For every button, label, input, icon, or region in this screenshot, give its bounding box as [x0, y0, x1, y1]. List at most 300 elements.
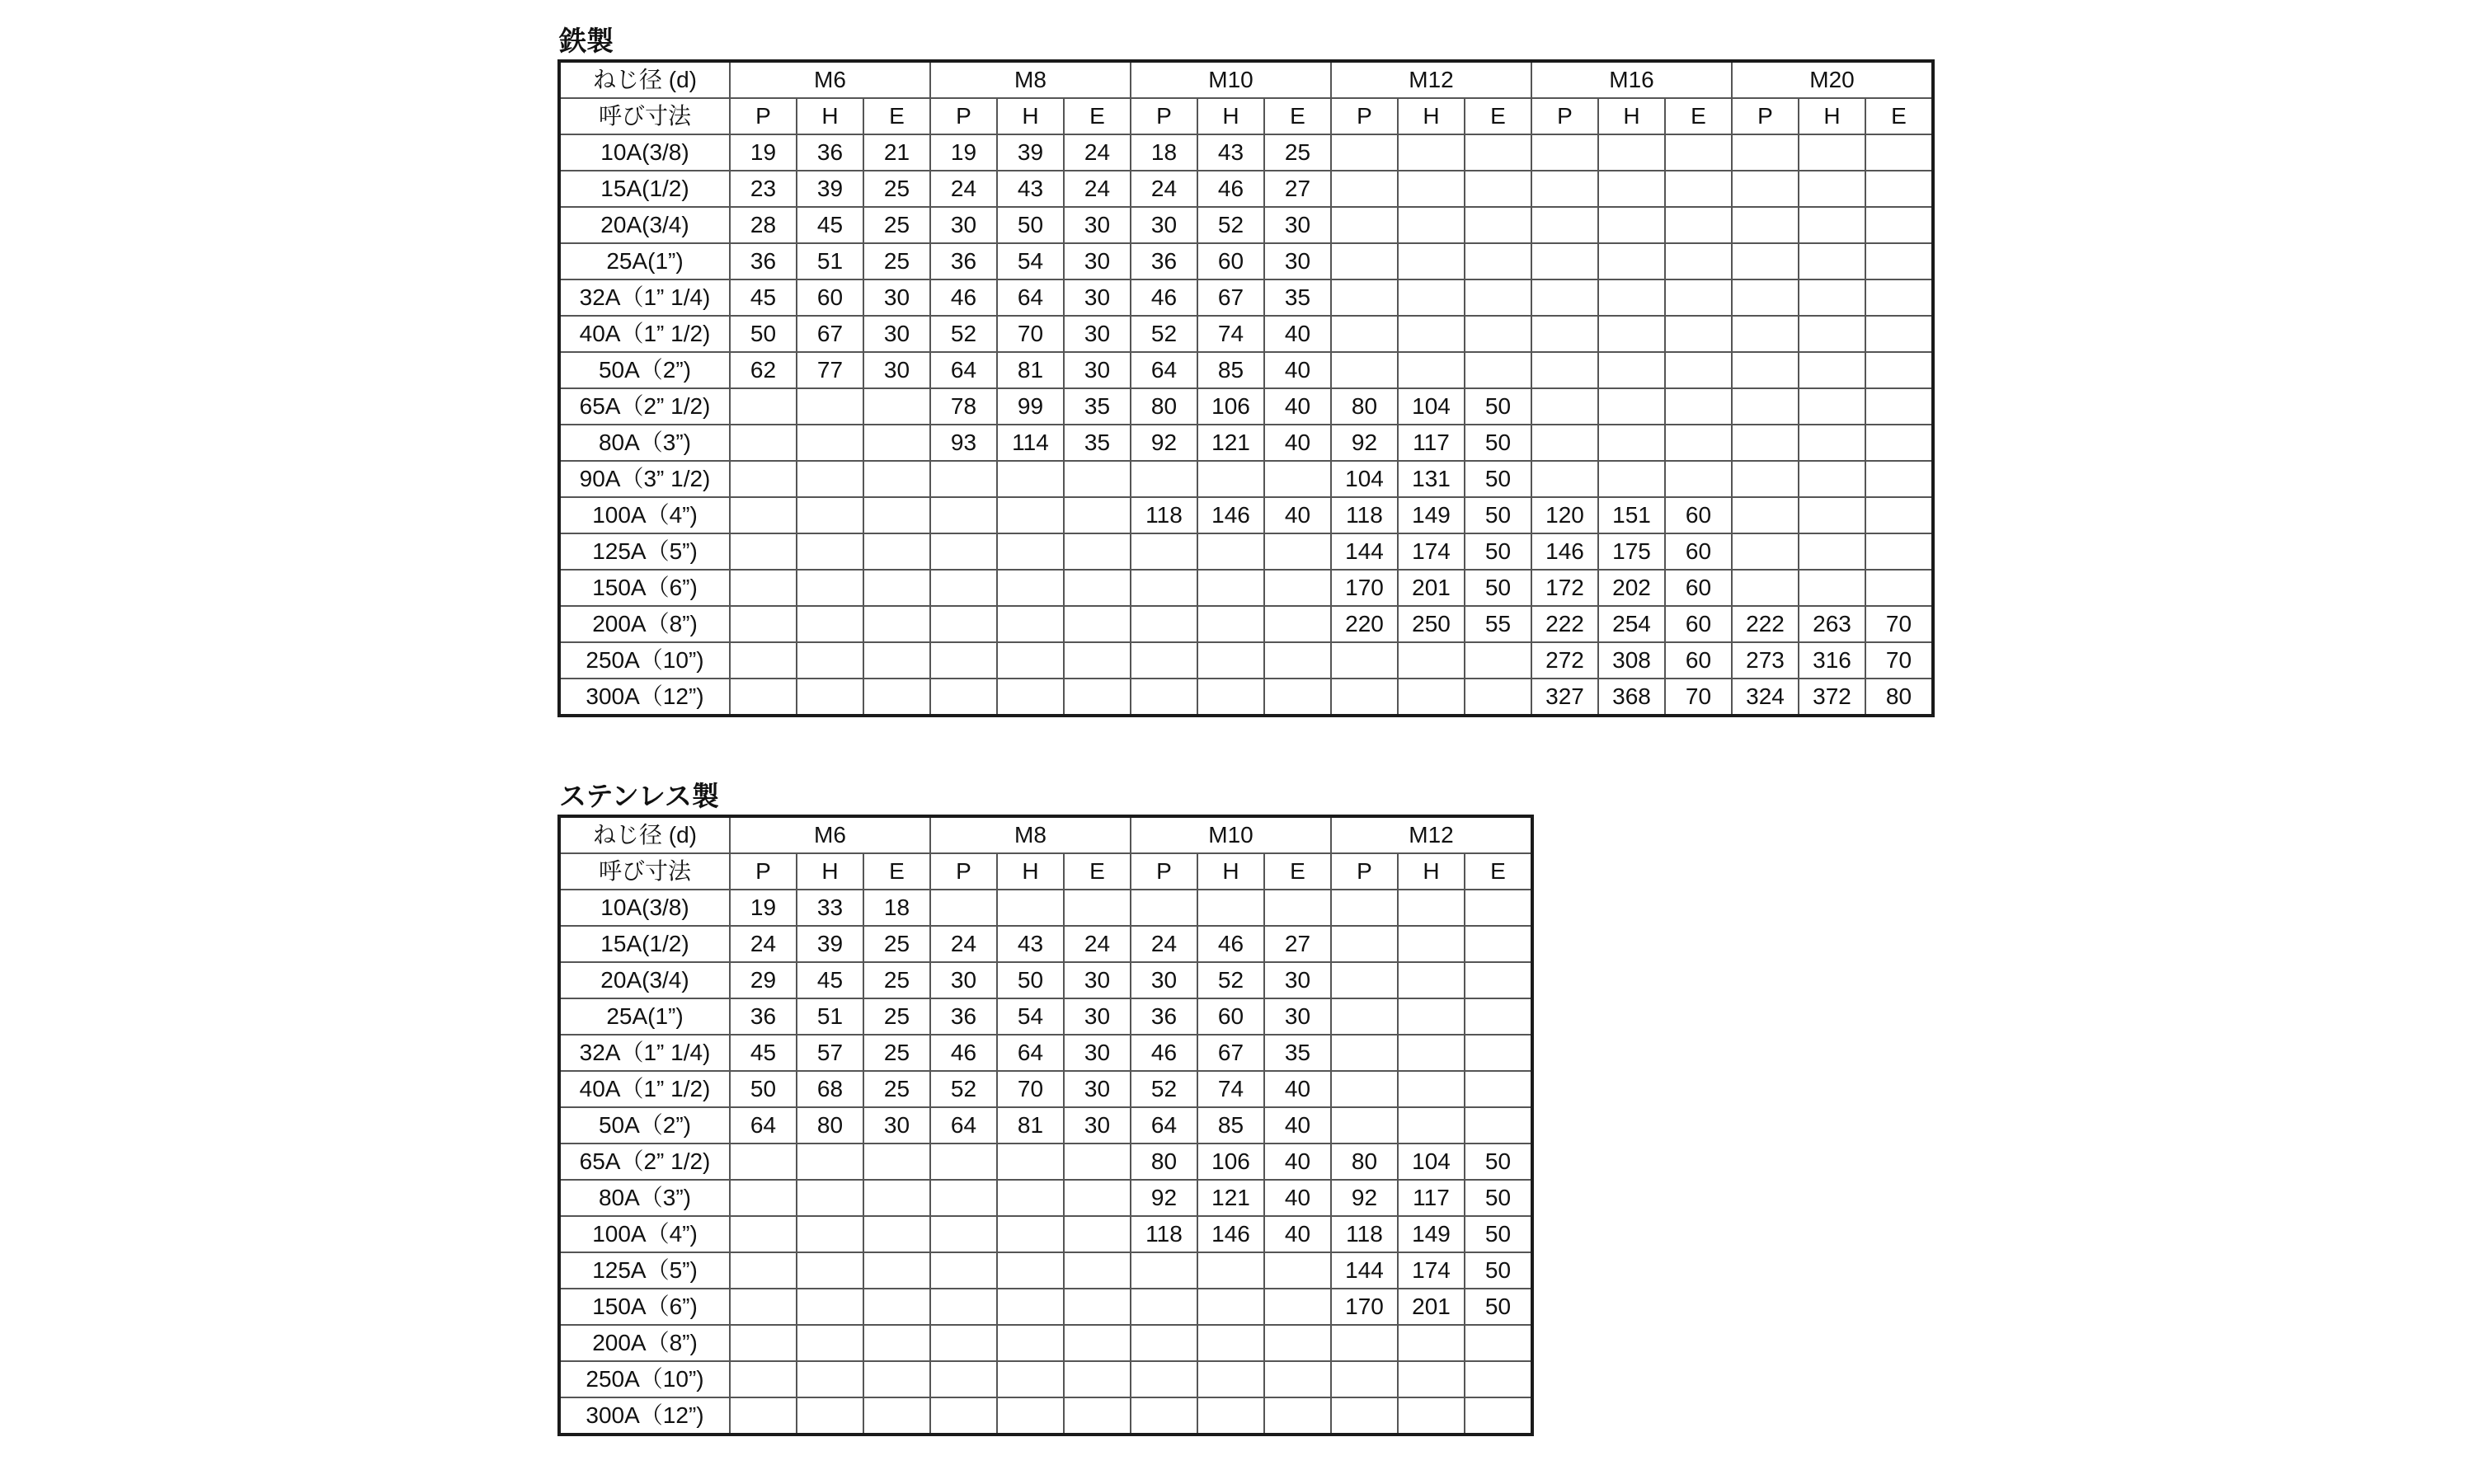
value-cell: 144 — [1331, 533, 1398, 570]
value-cell: 51 — [797, 243, 863, 279]
value-cell: 60 — [1665, 497, 1732, 533]
value-cell: 40 — [1264, 425, 1331, 461]
nominal-size-cell: 90A（3” 1/2) — [559, 461, 730, 497]
value-cell: 92 — [1131, 425, 1197, 461]
value-cell — [1598, 352, 1665, 388]
value-cell — [930, 679, 997, 716]
value-cell — [997, 890, 1064, 926]
value-cell — [863, 606, 930, 642]
value-cell — [1732, 134, 1799, 171]
value-cell — [1732, 171, 1799, 207]
value-cell — [1799, 497, 1865, 533]
value-cell — [1264, 1325, 1331, 1361]
value-cell — [1665, 352, 1732, 388]
value-cell: 81 — [997, 352, 1064, 388]
value-cell: 80 — [1131, 388, 1197, 425]
value-cell — [1865, 316, 1933, 352]
value-cell: 36 — [1131, 998, 1197, 1035]
table-row — [559, 243, 1933, 279]
value-cell: 272 — [1531, 642, 1598, 679]
value-cell — [1598, 388, 1665, 425]
value-cell: 67 — [797, 316, 863, 352]
value-cell — [1398, 1071, 1465, 1107]
nominal-size-cell: 25A(1”) — [559, 243, 730, 279]
value-cell — [930, 606, 997, 642]
header-row-thread — [559, 816, 1532, 853]
thread-group-header: M12 — [1331, 61, 1531, 98]
table-row — [559, 388, 1933, 425]
value-cell — [1197, 1325, 1264, 1361]
value-cell — [797, 533, 863, 570]
nominal-size-cell: 80A（3”) — [559, 1180, 730, 1216]
table-row — [559, 171, 1933, 207]
nominal-size-cell: 50A（2”) — [559, 352, 730, 388]
dimension-header: P — [930, 853, 997, 890]
value-cell — [1732, 497, 1799, 533]
value-cell: 74 — [1197, 1071, 1264, 1107]
value-cell — [797, 1289, 863, 1325]
value-cell — [1398, 134, 1465, 171]
value-cell: 25 — [863, 926, 930, 962]
value-cell — [1465, 1325, 1532, 1361]
value-cell — [1398, 243, 1465, 279]
value-cell: 50 — [1465, 1216, 1532, 1252]
table-row — [559, 962, 1532, 998]
value-cell: 222 — [1732, 606, 1799, 642]
value-cell — [1264, 1289, 1331, 1325]
value-cell: 64 — [997, 1035, 1064, 1071]
nominal-size-cell: 150A（6”) — [559, 570, 730, 606]
value-cell — [1264, 679, 1331, 716]
value-cell — [1799, 171, 1865, 207]
table-row — [559, 134, 1933, 171]
value-cell: 106 — [1197, 388, 1264, 425]
value-cell — [997, 1289, 1064, 1325]
value-cell — [1465, 962, 1532, 998]
value-cell — [1064, 1325, 1131, 1361]
value-cell: 170 — [1331, 570, 1398, 606]
value-cell: 54 — [997, 243, 1064, 279]
value-cell — [1197, 1397, 1264, 1435]
value-cell — [1598, 316, 1665, 352]
dimension-header: E — [1064, 853, 1131, 890]
value-cell — [1865, 425, 1933, 461]
value-cell — [1398, 171, 1465, 207]
dimension-header: H — [797, 98, 863, 134]
value-cell: 30 — [1064, 962, 1131, 998]
dimension-header: H — [1398, 98, 1465, 134]
value-cell: 50 — [1465, 1144, 1532, 1180]
value-cell — [1865, 134, 1933, 171]
table-row — [559, 890, 1532, 926]
nominal-size-cell: 40A（1” 1/2) — [559, 316, 730, 352]
value-cell: 40 — [1264, 1107, 1331, 1144]
value-cell: 35 — [1064, 388, 1131, 425]
value-cell: 149 — [1398, 497, 1465, 533]
value-cell: 60 — [1665, 606, 1732, 642]
value-cell: 39 — [997, 134, 1064, 171]
value-cell — [730, 1325, 797, 1361]
value-cell — [1732, 352, 1799, 388]
value-cell — [1732, 279, 1799, 316]
value-cell — [930, 1216, 997, 1252]
value-cell: 85 — [1197, 352, 1264, 388]
value-cell — [1865, 461, 1933, 497]
value-cell: 64 — [930, 1107, 997, 1144]
dimension-header: P — [1131, 98, 1197, 134]
value-cell — [730, 1361, 797, 1397]
value-cell — [863, 679, 930, 716]
value-cell — [997, 570, 1064, 606]
nominal-size-cell: 250A（10”) — [559, 642, 730, 679]
value-cell: 250 — [1398, 606, 1465, 642]
table-row — [559, 316, 1933, 352]
value-cell — [1197, 461, 1264, 497]
value-cell — [1398, 1325, 1465, 1361]
thread-group-header: M10 — [1131, 816, 1331, 853]
value-cell: 77 — [797, 352, 863, 388]
value-cell — [1865, 171, 1933, 207]
value-cell — [863, 1397, 930, 1435]
value-cell: 324 — [1732, 679, 1799, 716]
value-cell: 92 — [1331, 1180, 1398, 1216]
value-cell — [1465, 642, 1531, 679]
table-row — [559, 1035, 1532, 1071]
value-cell: 52 — [1197, 207, 1264, 243]
value-cell — [1531, 388, 1598, 425]
table-row — [559, 1107, 1532, 1144]
value-cell: 30 — [1131, 207, 1197, 243]
value-cell: 25 — [863, 1071, 930, 1107]
nominal-size-cell: 15A(1/2) — [559, 171, 730, 207]
value-cell: 25 — [863, 243, 930, 279]
value-cell — [797, 497, 863, 533]
nominal-size-cell: 65A（2” 1/2) — [559, 388, 730, 425]
value-cell: 36 — [730, 243, 797, 279]
value-cell — [863, 461, 930, 497]
value-cell: 149 — [1398, 1216, 1465, 1252]
value-cell: 24 — [1131, 926, 1197, 962]
value-cell — [1331, 962, 1398, 998]
value-cell: 99 — [997, 388, 1064, 425]
value-cell: 70 — [997, 1071, 1064, 1107]
value-cell — [1398, 1107, 1465, 1144]
value-cell — [863, 1289, 930, 1325]
value-cell: 131 — [1398, 461, 1465, 497]
value-cell — [1465, 171, 1531, 207]
value-cell — [730, 1144, 797, 1180]
dimension-header: H — [1197, 98, 1264, 134]
value-cell — [1398, 207, 1465, 243]
iron-spec-table — [557, 59, 1935, 717]
value-cell — [1398, 998, 1465, 1035]
nominal-size-cell: 40A（1” 1/2) — [559, 1071, 730, 1107]
table-row — [559, 497, 1933, 533]
value-cell — [1398, 642, 1465, 679]
value-cell: 50 — [1465, 461, 1531, 497]
table-row — [559, 207, 1933, 243]
value-cell: 70 — [1865, 642, 1933, 679]
value-cell: 40 — [1264, 1071, 1331, 1107]
value-cell — [930, 1361, 997, 1397]
nominal-size-cell: 10A(3/8) — [559, 890, 730, 926]
value-cell — [1131, 1361, 1197, 1397]
value-cell: 54 — [997, 998, 1064, 1035]
value-cell: 50 — [1465, 1252, 1532, 1289]
value-cell: 74 — [1197, 316, 1264, 352]
value-cell: 30 — [930, 207, 997, 243]
value-cell: 43 — [997, 171, 1064, 207]
value-cell — [1665, 207, 1732, 243]
value-cell — [1331, 1397, 1398, 1435]
stainless-spec-section — [557, 778, 1534, 1436]
value-cell: 30 — [1264, 962, 1331, 998]
value-cell: 35 — [1264, 279, 1331, 316]
value-cell: 28 — [730, 207, 797, 243]
value-cell — [1465, 243, 1531, 279]
value-cell — [1665, 171, 1732, 207]
dimension-header: P — [1331, 98, 1398, 134]
value-cell: 121 — [1197, 1180, 1264, 1216]
nominal-size-cell: 25A(1”) — [559, 998, 730, 1035]
value-cell — [930, 461, 997, 497]
value-cell — [1531, 171, 1598, 207]
table-row — [559, 1361, 1532, 1397]
value-cell — [1865, 388, 1933, 425]
value-cell: 121 — [1197, 425, 1264, 461]
value-cell: 118 — [1331, 497, 1398, 533]
value-cell: 30 — [863, 279, 930, 316]
value-cell: 220 — [1331, 606, 1398, 642]
value-cell — [1264, 1361, 1331, 1397]
value-cell — [1264, 1252, 1331, 1289]
value-cell: 36 — [930, 998, 997, 1035]
dimension-header: E — [1665, 98, 1732, 134]
table-row — [559, 1144, 1532, 1180]
thread-group-header: M8 — [930, 816, 1131, 853]
value-cell: 114 — [997, 425, 1064, 461]
value-cell: 50 — [1465, 497, 1531, 533]
value-cell — [797, 570, 863, 606]
value-cell — [930, 497, 997, 533]
value-cell — [797, 1361, 863, 1397]
value-cell: 30 — [1064, 998, 1131, 1035]
value-cell — [1064, 497, 1131, 533]
value-cell: 64 — [1131, 1107, 1197, 1144]
value-cell — [997, 1180, 1064, 1216]
value-cell — [1465, 1397, 1532, 1435]
value-cell — [1531, 134, 1598, 171]
table-row — [559, 352, 1933, 388]
value-cell — [997, 1144, 1064, 1180]
value-cell: 175 — [1598, 533, 1665, 570]
value-cell — [797, 1144, 863, 1180]
value-cell: 117 — [1398, 1180, 1465, 1216]
value-cell: 52 — [930, 316, 997, 352]
value-cell: 202 — [1598, 570, 1665, 606]
value-cell — [730, 461, 797, 497]
value-cell: 25 — [1264, 134, 1331, 171]
nominal-size-cell: 200A（8”) — [559, 1325, 730, 1361]
value-cell: 67 — [1197, 1035, 1264, 1071]
table-row — [559, 679, 1933, 716]
value-cell — [797, 461, 863, 497]
value-cell: 30 — [1064, 207, 1131, 243]
value-cell: 40 — [1264, 497, 1331, 533]
value-cell — [863, 1325, 930, 1361]
corner-thread-label: ねじ径 (d) — [559, 816, 730, 853]
value-cell — [1598, 279, 1665, 316]
value-cell — [1531, 207, 1598, 243]
value-cell: 174 — [1398, 533, 1465, 570]
value-cell — [730, 533, 797, 570]
value-cell: 52 — [1197, 962, 1264, 998]
value-cell: 45 — [797, 207, 863, 243]
value-cell — [1732, 570, 1799, 606]
value-cell: 201 — [1398, 570, 1465, 606]
value-cell — [1465, 679, 1531, 716]
value-cell: 118 — [1131, 1216, 1197, 1252]
value-cell — [1398, 316, 1465, 352]
dimension-header: P — [1331, 853, 1398, 890]
value-cell — [1331, 134, 1398, 171]
value-cell — [797, 606, 863, 642]
value-cell — [1598, 134, 1665, 171]
value-cell — [1131, 1325, 1197, 1361]
value-cell: 36 — [1131, 243, 1197, 279]
value-cell — [730, 570, 797, 606]
value-cell: 39 — [797, 171, 863, 207]
value-cell: 308 — [1598, 642, 1665, 679]
value-cell: 60 — [1197, 243, 1264, 279]
value-cell: 170 — [1331, 1289, 1398, 1325]
value-cell — [1131, 890, 1197, 926]
value-cell — [1131, 642, 1197, 679]
value-cell — [1064, 1180, 1131, 1216]
value-cell: 104 — [1398, 388, 1465, 425]
dimension-header: H — [1799, 98, 1865, 134]
value-cell: 19 — [730, 890, 797, 926]
value-cell — [1865, 570, 1933, 606]
value-cell: 30 — [1131, 962, 1197, 998]
value-cell — [1197, 606, 1264, 642]
dimension-header: P — [930, 98, 997, 134]
table-row — [559, 279, 1933, 316]
value-cell — [1598, 207, 1665, 243]
value-cell — [730, 1252, 797, 1289]
iron-spec-section — [557, 23, 1935, 717]
value-cell: 19 — [730, 134, 797, 171]
value-cell: 64 — [997, 279, 1064, 316]
value-cell: 60 — [1197, 998, 1264, 1035]
section-title-iron: 鉄製 — [559, 26, 614, 56]
value-cell: 21 — [863, 134, 930, 171]
value-cell — [1131, 1397, 1197, 1435]
dimension-header: P — [1131, 853, 1197, 890]
value-cell — [1197, 642, 1264, 679]
value-cell: 57 — [797, 1035, 863, 1071]
value-cell — [730, 606, 797, 642]
value-cell — [1465, 134, 1531, 171]
value-cell — [1131, 1289, 1197, 1325]
value-cell — [797, 1397, 863, 1435]
value-cell — [1264, 533, 1331, 570]
value-cell: 23 — [730, 171, 797, 207]
value-cell: 24 — [1064, 926, 1131, 962]
value-cell — [1865, 352, 1933, 388]
value-cell — [1264, 642, 1331, 679]
value-cell — [863, 1144, 930, 1180]
value-cell — [930, 1144, 997, 1180]
value-cell: 144 — [1331, 1252, 1398, 1289]
dimension-header: E — [1865, 98, 1933, 134]
value-cell: 106 — [1197, 1144, 1264, 1180]
value-cell: 55 — [1465, 606, 1531, 642]
dimension-header: E — [863, 98, 930, 134]
value-cell — [1398, 1035, 1465, 1071]
value-cell: 24 — [930, 926, 997, 962]
value-cell — [997, 606, 1064, 642]
value-cell: 24 — [1064, 134, 1131, 171]
value-cell: 24 — [930, 171, 997, 207]
value-cell: 50 — [1465, 570, 1531, 606]
nominal-size-cell: 10A(3/8) — [559, 134, 730, 171]
value-cell — [1732, 425, 1799, 461]
table-row — [559, 533, 1933, 570]
value-cell: 372 — [1799, 679, 1865, 716]
value-cell — [730, 425, 797, 461]
value-cell: 18 — [1131, 134, 1197, 171]
value-cell — [1598, 171, 1665, 207]
value-cell — [1799, 243, 1865, 279]
value-cell: 35 — [1264, 1035, 1331, 1071]
dimension-header: E — [863, 853, 930, 890]
value-cell — [1732, 207, 1799, 243]
value-cell — [997, 1252, 1064, 1289]
value-cell — [930, 533, 997, 570]
dimension-header: E — [1064, 98, 1131, 134]
value-cell: 27 — [1264, 926, 1331, 962]
value-cell — [1465, 926, 1532, 962]
value-cell: 43 — [1197, 134, 1264, 171]
value-cell — [1064, 890, 1131, 926]
value-cell: 51 — [797, 998, 863, 1035]
value-cell: 327 — [1531, 679, 1598, 716]
value-cell — [1465, 1035, 1532, 1071]
value-cell: 50 — [1465, 1180, 1532, 1216]
value-cell — [1665, 425, 1732, 461]
nominal-size-cell: 65A（2” 1/2) — [559, 1144, 730, 1180]
value-cell: 25 — [863, 207, 930, 243]
value-cell: 27 — [1264, 171, 1331, 207]
value-cell — [997, 1325, 1064, 1361]
table-row — [559, 425, 1933, 461]
value-cell — [797, 388, 863, 425]
value-cell — [1465, 316, 1531, 352]
value-cell: 60 — [1665, 642, 1732, 679]
value-cell — [997, 533, 1064, 570]
value-cell: 151 — [1598, 497, 1665, 533]
value-cell: 29 — [730, 962, 797, 998]
dimension-header: H — [1197, 853, 1264, 890]
value-cell — [930, 1325, 997, 1361]
nominal-size-cell: 250A（10”) — [559, 1361, 730, 1397]
table-row — [559, 1180, 1532, 1216]
value-cell — [1665, 316, 1732, 352]
value-cell: 85 — [1197, 1107, 1264, 1144]
header-row-thread — [559, 61, 1933, 98]
value-cell: 33 — [797, 890, 863, 926]
